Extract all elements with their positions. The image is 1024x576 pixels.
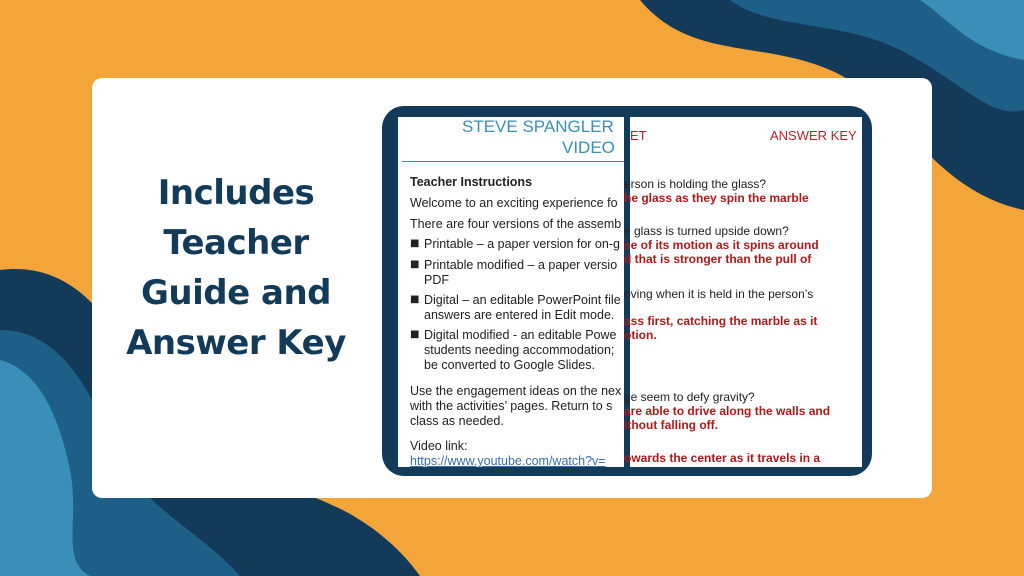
bullet-icon: ■ <box>410 329 420 340</box>
answer-text: se of its motion as it spins around <box>624 238 819 252</box>
headline <box>108 168 364 368</box>
question-text: oving when it is held in the person’s <box>624 287 814 301</box>
bullet-text: students needing accommodation; <box>424 343 615 357</box>
intro-text: Welcome to an exciting experience fo <box>410 196 618 210</box>
answer-text: d that is stronger than the pull of <box>624 252 812 266</box>
teacher-guide-page <box>398 117 624 467</box>
header-fragment: ET <box>630 128 647 143</box>
question-text: ge seem to defy gravity? <box>624 390 755 404</box>
answer-key-header: ANSWER KEY <box>770 128 857 143</box>
video-link[interactable]: https://www.youtube.com/watch?v= <box>410 454 606 468</box>
question-text: erson is holding the glass? <box>624 177 767 191</box>
bullet-text: Printable modified – a paper versio <box>424 258 618 272</box>
section-heading: Teacher Instructions <box>410 175 533 189</box>
engagement-text: Use the engagement ideas on the nex <box>410 384 622 398</box>
bullet-icon: ■ <box>410 294 420 305</box>
guide-title-line2: VIDEO <box>562 138 615 157</box>
bullet-text: Printable – a paper version for on-g <box>424 237 620 251</box>
answer-key-page <box>624 117 862 467</box>
headline-line: Includes <box>157 173 315 213</box>
bullet-text: answers are entered in Edit mode. <box>424 308 615 322</box>
engagement-text: class as needed. <box>410 414 504 428</box>
guide-title-line1: STEVE SPANGLER <box>462 117 614 136</box>
answer-text: ithout falling off. <box>624 418 718 432</box>
bullet-text: Digital – an editable PowerPoint file <box>424 293 621 307</box>
video-label: Video link: <box>410 439 468 453</box>
answer-text: owards the center as it travels in a <box>624 451 821 465</box>
question-text: e glass is turned upside down? <box>624 224 789 238</box>
engagement-text: with the activities’ pages. Return to s <box>410 399 613 413</box>
bullet-text: PDF <box>424 273 449 287</box>
answer-text: ass first, catching the marble as it <box>624 314 818 328</box>
answer-text: otion. <box>624 328 657 342</box>
headline-line: Guide and <box>141 273 331 313</box>
bullet-text: be converted to Google Slides. <box>424 358 595 372</box>
bullet-text: Digital modified - an editable Powe <box>424 328 617 342</box>
answer-text: are able to drive along the walls and <box>624 404 831 418</box>
bullet-icon: ■ <box>410 259 420 270</box>
answer-text: he glass as they spin the marble <box>624 191 809 205</box>
headline-line: Answer Key <box>126 323 346 363</box>
bullet-icon: ■ <box>410 238 420 249</box>
headline-line: Teacher <box>163 223 309 263</box>
versions-intro: There are four versions of the assemb <box>410 217 622 231</box>
